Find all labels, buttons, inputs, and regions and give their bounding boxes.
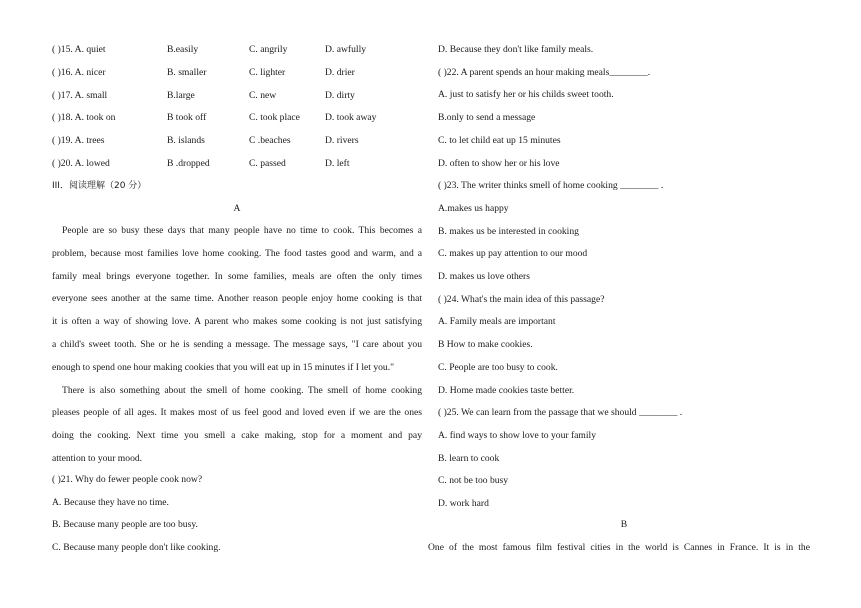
mcq-option-d: D. took away [325,112,377,123]
answer-option: D. work hard [438,498,489,509]
answer-option: C. makes up pay attention to our mood [438,248,588,259]
mcq-option-c: C. took place [249,112,300,123]
answer-option: D. often to show her or his love [438,158,560,169]
question-line: ( )23. The writer thinks smell of home cooking ________ . [438,180,664,191]
mcq-question-option-a: ( )18. A. took on [52,112,116,123]
answer-option: D. makes us love others [438,271,530,282]
answer-option: A. find ways to show love to your family [438,430,597,441]
mcq-question-option-a: ( )17. A. small [52,90,108,101]
mcq-option-b: B took off [167,112,207,123]
passage-a-line: a child's sweet tooth. She or he is sending a message. The message says, "I care about you [52,339,422,350]
mcq-row [52,112,422,124]
question-21-option: B. Because many people are too busy. [52,519,198,530]
answer-option: D. Home made cookies taste better. [438,385,575,396]
answer-option: A. Family meals are important [438,316,556,327]
mcq-question-option-a: ( )15. A. quiet [52,44,106,55]
passage-a-line: attention to your mood. [52,453,143,464]
mcq-option-d: D. awfully [325,44,367,55]
answer-option: B.only to send a message [438,112,536,123]
mcq-option-b: B. islands [167,135,205,146]
mcq-option-b: B .dropped [167,158,210,169]
mcq-option-c: C. angrily [249,44,288,55]
answer-option: C. to let child eat up 15 minutes [438,135,561,146]
question-line: ( )25. We can learn from the passage that we should ________ . [438,407,683,418]
mcq-row [52,67,422,79]
mcq-option-c: C .beaches [249,135,291,146]
passage-b-first-line: One of the most famous film festival cities in the world is Cannes in France. It is in the [428,542,810,553]
answer-option: B How to make cookies. [438,339,533,350]
section-heading: III．阅读理解（20 分） [52,181,147,191]
question-21-option: A. Because they have no time. [52,497,169,508]
mcq-option-d: D. drier [325,67,355,78]
passage-a-line: doing the cooking. Next time you smell a cake making, stop for a moment and pay [52,430,422,441]
answer-option: C. not be too busy [438,475,509,486]
mcq-row [52,158,422,170]
passage-a-line: People are so busy these days that many people have no time to cook. This becomes a [62,225,422,236]
question-line: ( )24. What's the main idea of this passage? [438,294,605,305]
passage-a-line: pleases people of all ages. It makes most of us feel good and loved even if we are the ones [52,407,422,418]
question-21-option: C. Because many people don't like cooking. [52,542,221,553]
mcq-question-option-a: ( )16. A. nicer [52,67,106,78]
passage-a-line: everyone sees another at the same time. Another reason people enjoy home cooking is that [52,293,422,304]
mcq-row [52,44,422,56]
mcq-option-b: B.large [167,90,195,101]
passage-a-line: enough to spend one hour making cookies that you will eat up in 15 minutes if I let you." [52,362,395,373]
question-21: ( )21. Why do fewer people cook now? [52,474,203,485]
mcq-option-c: C. new [249,90,277,101]
mcq-option-b: B.easily [167,44,199,55]
answer-option: C. People are too busy to cook. [438,362,558,373]
passage-a-label: A [233,203,241,214]
mcq-question-option-a: ( )19. A. trees [52,135,105,146]
passage-b-label: B [620,519,628,530]
mcq-option-c: C. lighter [249,67,286,78]
passage-a-line: There is also something about the smell of home cooking. The smell of home cooking [62,385,422,396]
mcq-row [52,90,422,102]
answer-option: D. Because they don't like family meals. [438,44,594,55]
question-line: ( )22. A parent spends an hour making meals________. [438,67,651,78]
answer-option: A. just to satisfy her or his childs sweet tooth. [438,89,614,100]
mcq-option-d: D. dirty [325,90,355,101]
passage-a-line: problem, because most families love home cooking. The food tastes good and warm, and a [52,248,422,259]
mcq-option-b: B. smaller [167,67,207,78]
mcq-option-d: D. left [325,158,350,169]
mcq-option-c: C. passed [249,158,286,169]
answer-option: B. learn to cook [438,453,500,464]
passage-a-line: it is often a way of showing love. A parent who makes some cooking is not just satisfying [52,316,422,327]
mcq-question-option-a: ( )20. A. lowed [52,158,110,169]
answer-option: B. makes us be interested in cooking [438,226,579,237]
mcq-option-d: D. rivers [325,135,359,146]
answer-option: A.makes us happy [438,203,509,214]
passage-a-line: family meal brings everyone together. In some families, meals are often the only times [52,271,422,282]
mcq-row [52,135,422,147]
